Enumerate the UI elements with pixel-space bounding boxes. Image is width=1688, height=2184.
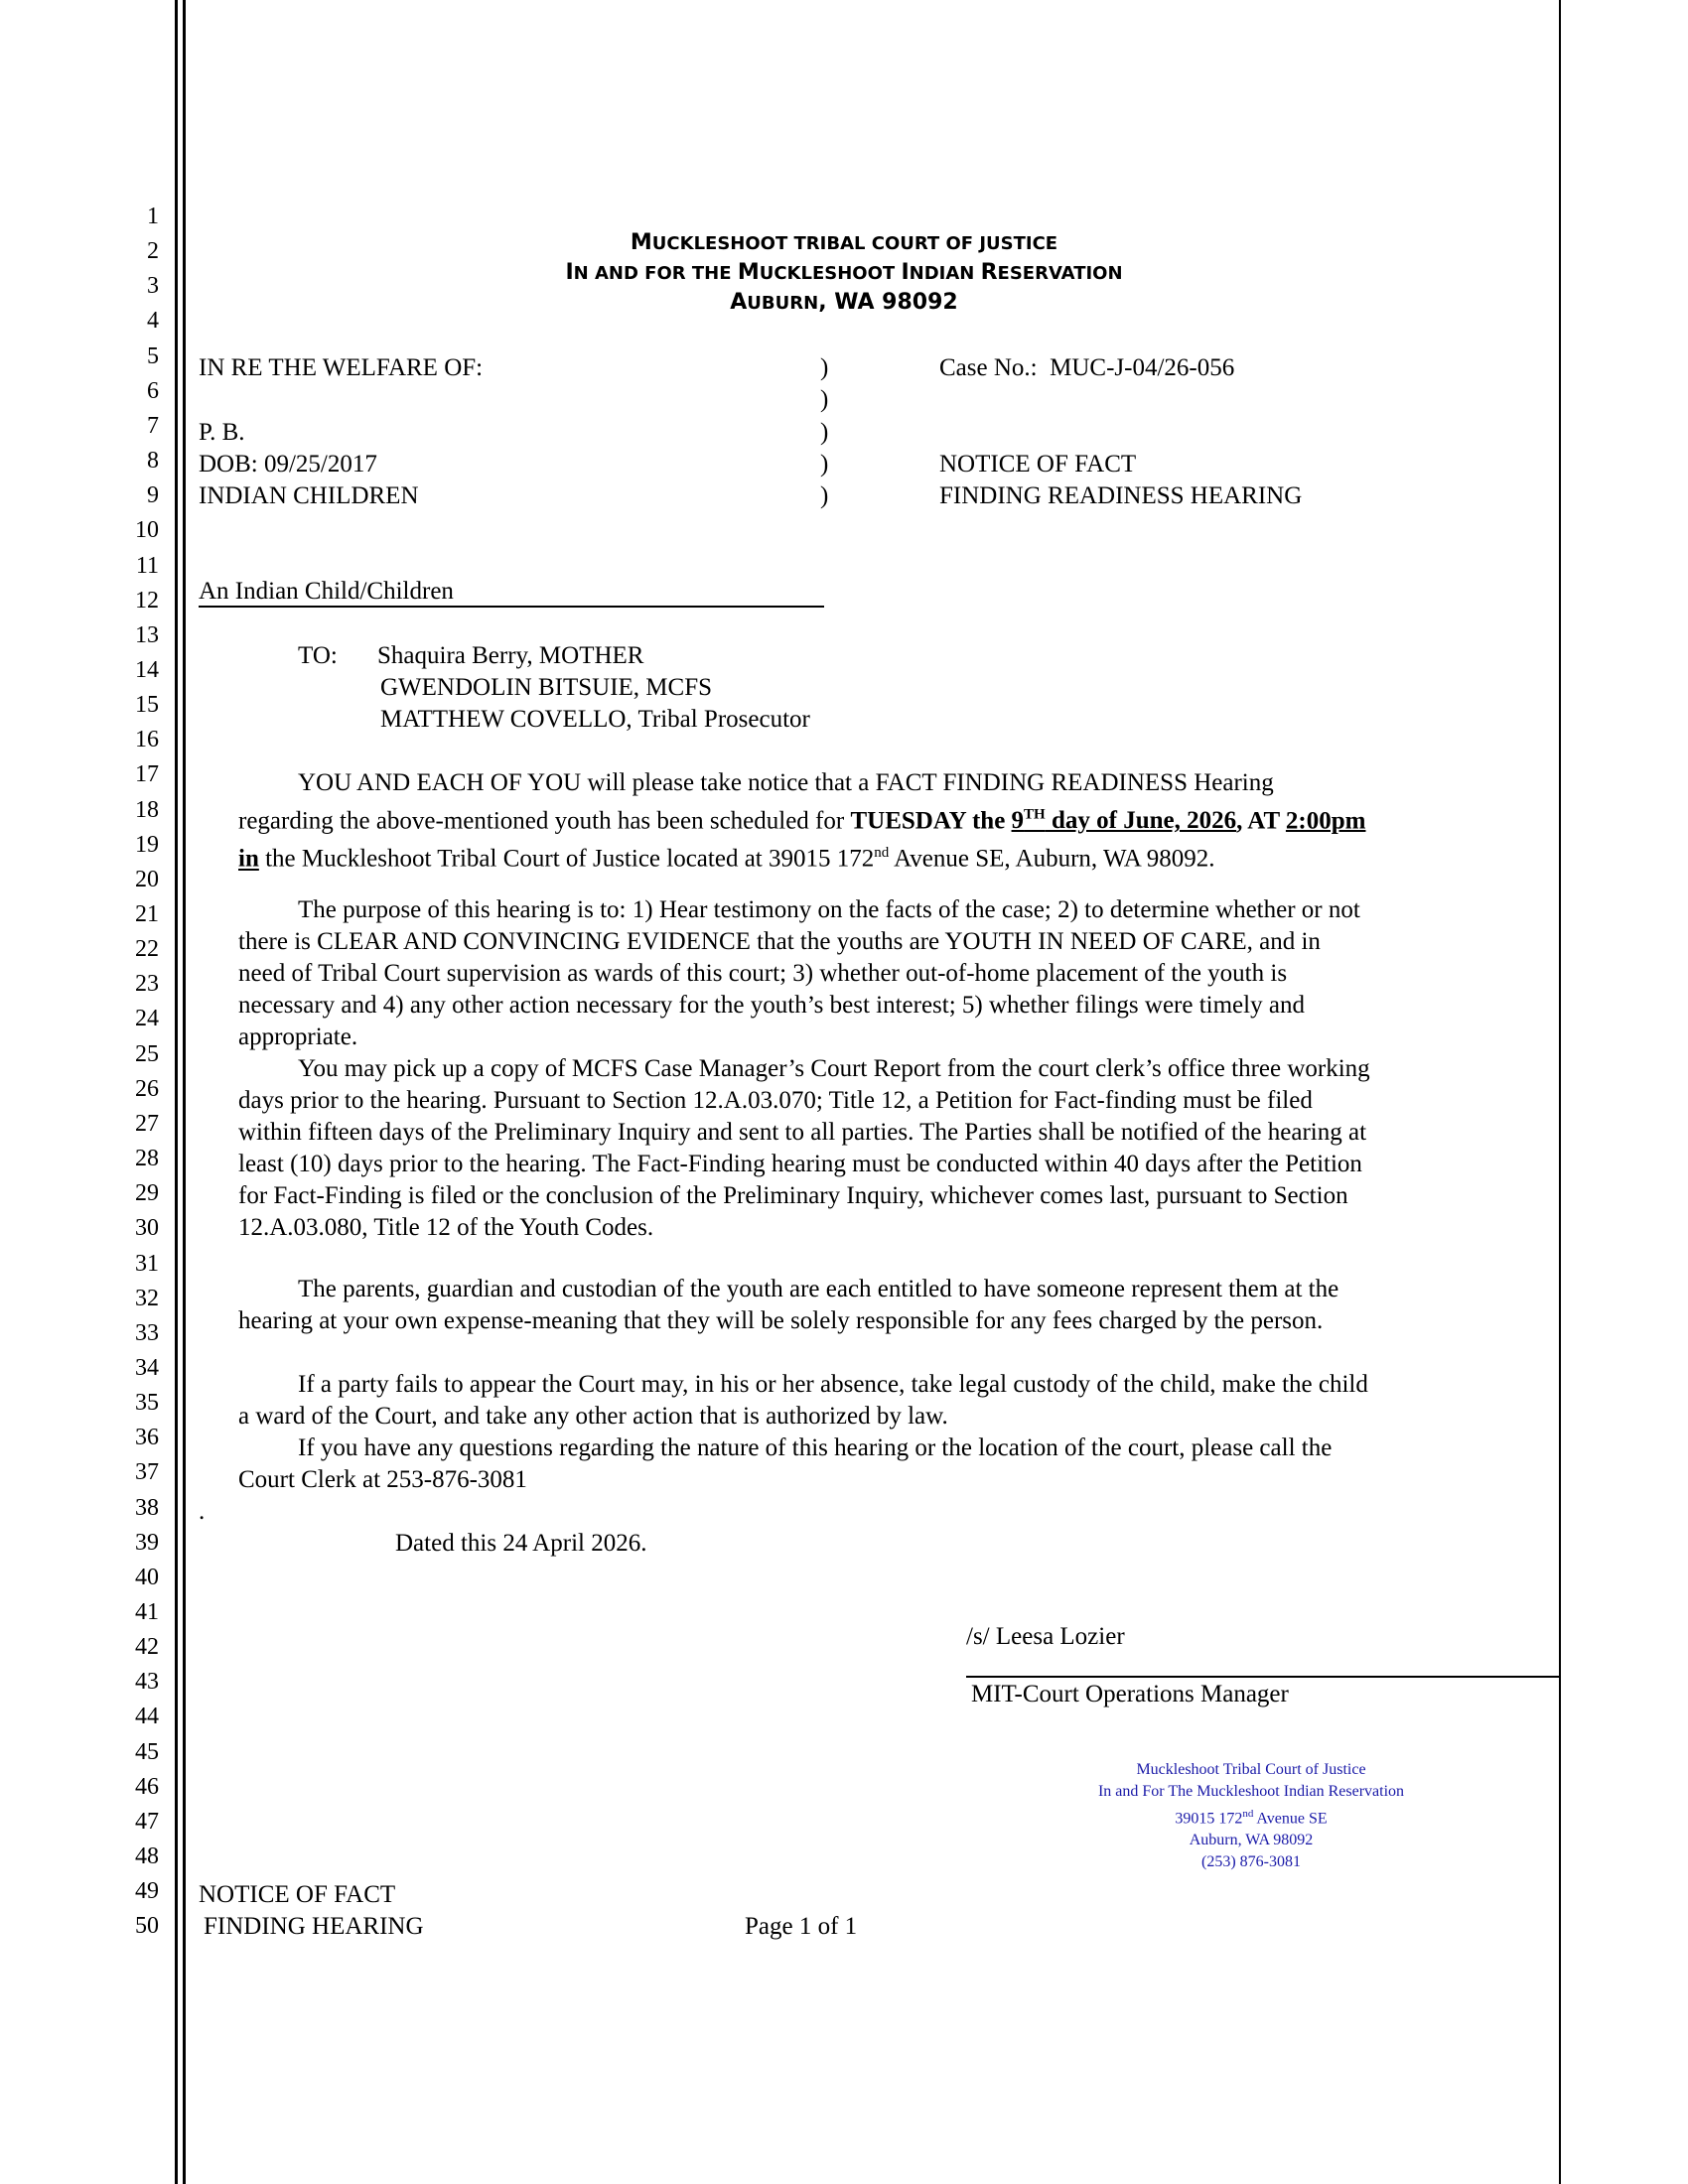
line-number: 43 [135, 1669, 159, 1695]
footer-title-line2: FINDING HEARING [204, 1913, 424, 1940]
to-label: TO: [298, 642, 338, 669]
to-recipient-3: MATTHEW COVELLO, Tribal Prosecutor [380, 706, 810, 733]
caption-indian-children: INDIAN CHILDREN [199, 482, 419, 509]
line-number: 9 [147, 482, 159, 508]
line-number: 19 [135, 832, 159, 858]
court-address-reservation: In and For The Muckleshoot Indian Reservation [1097, 1783, 1405, 1800]
line-number: 28 [135, 1146, 159, 1171]
line-number: 46 [135, 1774, 159, 1800]
line-number: 40 [135, 1565, 159, 1590]
line-number: 45 [135, 1739, 159, 1765]
caption-paren-2: ) [820, 386, 829, 413]
court-heading-line3: AUBURN, WA 98092 [730, 290, 958, 315]
line-number: 22 [135, 936, 159, 962]
caption-underline [199, 606, 824, 608]
line-number: 8 [147, 448, 159, 474]
line-number: 17 [135, 761, 159, 787]
notice-paragraph-2: The purpose of this hearing is to: 1) Hear testimony on the facts of the case; 2) to determine whether or not there is CLEAR AND CONVINCING EVIDENCE that the youths are YOUTH IN NEED OF CARE, and in need of Tribal Court supervision as wards of this court; 3) whether out-of-home placement of the youth is necessary and 4) any other action necessary for the youth’s best interest; 5) whether filings were timely and appropriate. [238, 896, 1360, 1050]
line-number: 31 [135, 1251, 159, 1277]
line-number: 26 [135, 1076, 159, 1102]
line-number: 6 [147, 378, 159, 404]
stray-period: . [199, 1498, 206, 1525]
court-address-name: Muckleshoot Tribal Court of Justice [1136, 1761, 1366, 1778]
line-number: 39 [135, 1530, 159, 1556]
line-number: 1 [147, 204, 159, 229]
caption-in-re: IN RE THE WELFARE OF: [199, 354, 484, 381]
caption-paren-1: ) [820, 354, 829, 381]
line-number: 21 [135, 901, 159, 927]
case-number-value: MUC-J-04/26-056 [1050, 354, 1235, 381]
line-number: 29 [135, 1180, 159, 1206]
caption-child-name: P. B. [199, 419, 245, 446]
line-number: 37 [135, 1459, 159, 1485]
line-number: 32 [135, 1286, 159, 1311]
line-number: 5 [147, 343, 159, 369]
line-number: 33 [135, 1320, 159, 1346]
court-heading-line1: MUCKLESHOOT TRIBAL COURT OF JUSTICE [630, 230, 1058, 255]
caption-paren-4: ) [820, 451, 829, 478]
line-number: 7 [147, 413, 159, 439]
line-number: 2 [147, 238, 159, 264]
line-number: 15 [135, 692, 159, 718]
caption-indian-child: An Indian Child/Children [199, 578, 454, 605]
line-number: 10 [135, 517, 159, 543]
line-number: 30 [135, 1215, 159, 1241]
notice-paragraph-3: You may pick up a copy of MCFS Case Manager’s Court Report from the court clerk’s office three working days prior to the hearing. Pursuant to Section 12.A.03.070; Title 12, a Petition for Fact-finding must be filed within fifteen days of the Preliminary Inquiry and sent to all parties. The Parties shall be notified of the hearing at least (10) days prior to the hearing. The Fact-Finding hearing must be conducted within 40 days after the Petition for Fact-Finding is filed or the conclusion of the Preliminary Inquiry, whichever comes last, pursuant to Section 12.A.03.080, Title 12 of the Youth Codes. [238, 1055, 1370, 1241]
line-number: 50 [135, 1913, 159, 1939]
line-number: 47 [135, 1809, 159, 1835]
line-number: 3 [147, 273, 159, 299]
line-number: 41 [135, 1599, 159, 1625]
signature: /s/ Leesa Lozier [966, 1623, 1125, 1650]
caption-paren-5: ) [820, 482, 829, 509]
footer-title-line1: NOTICE OF FACT [199, 1881, 396, 1908]
case-number [939, 352, 1234, 384]
left-margin-rule-inner [183, 0, 186, 2184]
page-number: Page 1 of 1 [745, 1913, 858, 1940]
line-number: 34 [135, 1355, 159, 1381]
document-title-line1: NOTICE OF FACT [939, 451, 1137, 478]
dated-line: Dated this 24 April 2026. [395, 1530, 647, 1557]
court-address-phone: (253) 876-3081 [1201, 1853, 1301, 1871]
to-recipient-2: GWENDOLIN BITSUIE, MCFS [380, 674, 713, 701]
line-number: 27 [135, 1111, 159, 1137]
line-number: 42 [135, 1634, 159, 1660]
court-address-city: Auburn, WA 98092 [1189, 1832, 1314, 1849]
line-number: 4 [147, 308, 159, 334]
notice-paragraph-5: If a party fails to appear the Court may, in his or her absence, take legal custody of the child, make the child a ward of the Court, and take any other action that is authorized by law. [238, 1371, 1368, 1430]
line-number: 48 [135, 1843, 159, 1869]
line-number: 36 [135, 1425, 159, 1450]
line-number: 11 [135, 553, 159, 579]
line-number: 25 [135, 1041, 159, 1067]
line-number: 23 [135, 971, 159, 997]
court-address-block [1043, 1759, 1460, 1873]
line-number: 49 [135, 1878, 159, 1904]
signature-title: MIT-Court Operations Manager [971, 1681, 1289, 1707]
notice-paragraph-4: The parents, guardian and custodian of the youth are each entitled to have someone represent them at the hearing at your own expense-meaning that they will be solely responsible for any fees charged by the person. [238, 1276, 1339, 1334]
notice-paragraph-1: YOU AND EACH OF YOU will please take notice that a FACT FINDING READINESS Hearing regarding the above-mentioned youth has been scheduled for TUESDAY the 9TH day of June, 2026, AT 2:00pm in the Muckleshoot Tribal Court of Justice located at 39015 172nd Avenue SE, Auburn, WA 98092. [238, 769, 1366, 873]
caption-paren-3: ) [820, 419, 829, 446]
court-address-street: 39015 172nd Avenue SE [1175, 1808, 1328, 1828]
line-number: 44 [135, 1704, 159, 1729]
line-number: 12 [135, 588, 159, 614]
signature-line [966, 1676, 1560, 1678]
line-number: 16 [135, 727, 159, 752]
line-number: 35 [135, 1390, 159, 1416]
line-number: 13 [135, 622, 159, 648]
line-number: 24 [135, 1006, 159, 1031]
line-number: 38 [135, 1495, 159, 1521]
document-title-line2: FINDING READINESS HEARING [939, 482, 1303, 509]
line-number: 18 [135, 797, 159, 823]
left-margin-rule-outer [175, 0, 178, 2184]
caption-dob: DOB: 09/25/2017 [199, 451, 377, 478]
line-number: 20 [135, 867, 159, 892]
to-recipient-1: Shaquira Berry, MOTHER [377, 642, 644, 669]
notice-paragraph-6: If you have any questions regarding the nature of this hearing or the location of the court, please call the Court Clerk at 253-876-3081 [238, 1434, 1333, 1493]
line-number: 14 [135, 657, 159, 683]
right-margin-rule [1559, 0, 1561, 2184]
case-number-label: Case No.: [939, 354, 1038, 381]
court-heading-line2: IN AND FOR THE MUCKLESHOOT INDIAN RESERVATION [565, 260, 1123, 285]
